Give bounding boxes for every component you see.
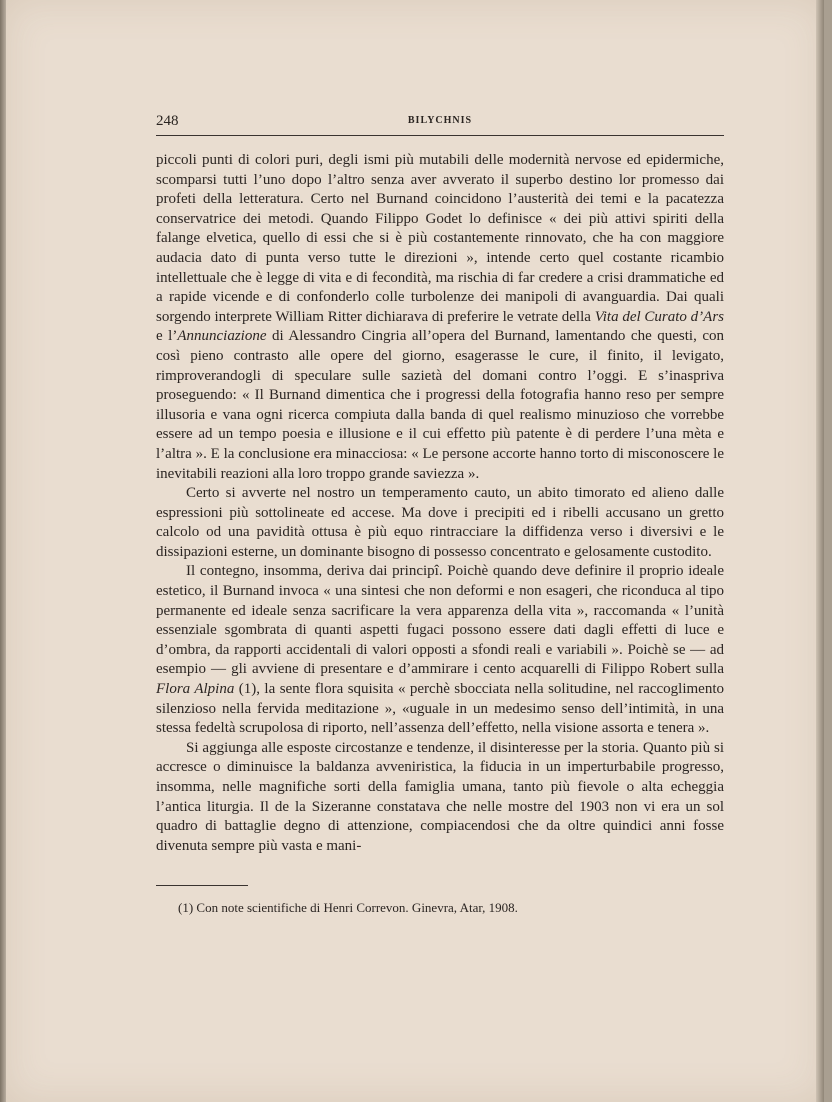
paragraph-3-end: (1), la sente flora squisita « perchè sbocciata nella solitudine, nel raccoglimento silenzioso nella fervida meditazione », «uguale in un medesimo senso dell’intimità, in una stessa fedeltà scrupolosa di riporto, nell’assenza dell’effetto, nella visione assorta e tenera ».: [156, 681, 724, 737]
paragraph-3-text: Il contegno, insomma, deriva dai principî. Poichè quando deve definire il proprio ideale estetico, il Burnand invoca « una sintesi che non deformi e non esageri, che riconduca al tipo permanente ed ideale senza sacrificare la vera apparenza della vita », raccomanda « l’unità essenziale sgombrata di quanti aspetti fugaci possono essere dati dagli effetti di luce e d’ombra, da rapporti accidentali di valori opposti a sfondi reali e variabili ». Poichè se — ad esempio — gli avviene di presentare e d’ammirare i cento acquarelli di Filippo Robert sulla: [156, 563, 724, 678]
paragraph-1-end: di Alessandro Cingria all’opera del Burnand, lamentando che questi, con così pieno contrasto alle opere del giorno, esagerasse le cure, il finito, il levigato, rimproverandogli di speculare sulle sazietà del domani contro l’oggi. E s’inaspriva proseguendo: « Il Burnand dimentica che i progressi della fotografia hanno reso per sempre illusoria e vana ogni ricerca compiuta dalla banda di quel realismo minuzioso che vorrebbe essere ad un tempo poesia e illusione e il cui effetto più patente è di perdere l’una mèta e l’altra ». E la conclusione era minacciosa: « Le persone accorte hanno torto di misconoscere le inevitabili reazioni alla loro troppo grande saviezza ».: [156, 328, 724, 482]
title-flora-alpina: Flora Alpina: [156, 681, 235, 698]
body-text: [156, 151, 724, 856]
header-rule: [156, 135, 724, 136]
title-annunciazione: Annunciazione: [177, 328, 267, 345]
page-number: 248: [156, 113, 179, 129]
paragraph-2: Certo si avverte nel nostro un temperamento cauto, un abito timorato ed alieno dalle espressioni più sottolineate ed accese. Ma dove i precipiti ed i ribelli accusano un gretto calcolo od una pavidità ottusa è più equo rintracciare la diffidenza verso i diversivi e le dissipazioni esterne, un dominante bisogno di possesso concentrato e gelosamente custodito.: [156, 485, 724, 560]
paragraph-1-conj: e l’: [156, 328, 178, 345]
running-title: BILYCHNIS: [407, 115, 473, 126]
paragraph-1-text: piccoli punti di colori puri, degli ismi più mutabili delle modernità nervose ed epidermiche, scomparsi tutti l’uno dopo l’altro senza aver avverato il superbo destino lor promesso dai profeti della letteratura. Certo nel Burnand coincidono l’austerità dei temi e la pacatezza conservatrice dei metodi. Quando Filippo Godet lo definisce « dei più attivi spiriti della falange elvetica, quello di essi che si è più costantemente rinnovato, che ha con maggiore audacia dato di punta verso tutte le direzioni », intende certo quel costante ricambio intellettuale che è legge di vita e di fecondità, ma rischia di far credere a crisi drammatiche ed a rapide vicende e di confonderlo colle turbolenze dei manipoli di avanguardia. Dai quali sorgendo interprete William Ritter dichiarava di preferire le vetrate della: [156, 152, 724, 325]
footnote-rule: [156, 885, 248, 886]
paragraph-4: Si aggiunga alle esposte circostanze e tendenze, il disinteresse per la storia. Quanto più si accresce o diminuisce la baldanza avveniristica, la fiducia in un imperturbabile progresso, insomma, nelle magnifiche sorti della famiglia umana, tanto più fievole o alta echeggia l’antica liturgia. Il de la Sizeranne constatava che nelle mostre del 1903 non vi era un sol quadro di battaglie degno di attenzione, compiacendosi che da oltre quindici anni fosse divenuta sempre più vasta e mani-: [156, 739, 724, 854]
paragraph-3: [156, 562, 724, 738]
page-header: [156, 113, 724, 135]
title-vita-curato: Vita del Curato d’Ars: [594, 308, 725, 325]
page-right-edge: [816, 0, 824, 1102]
paragraph-1: [156, 151, 724, 484]
footnote: (1) Con note scientifiche di Henri Correvon. Ginevra, Atar, 1908.: [178, 900, 518, 915]
